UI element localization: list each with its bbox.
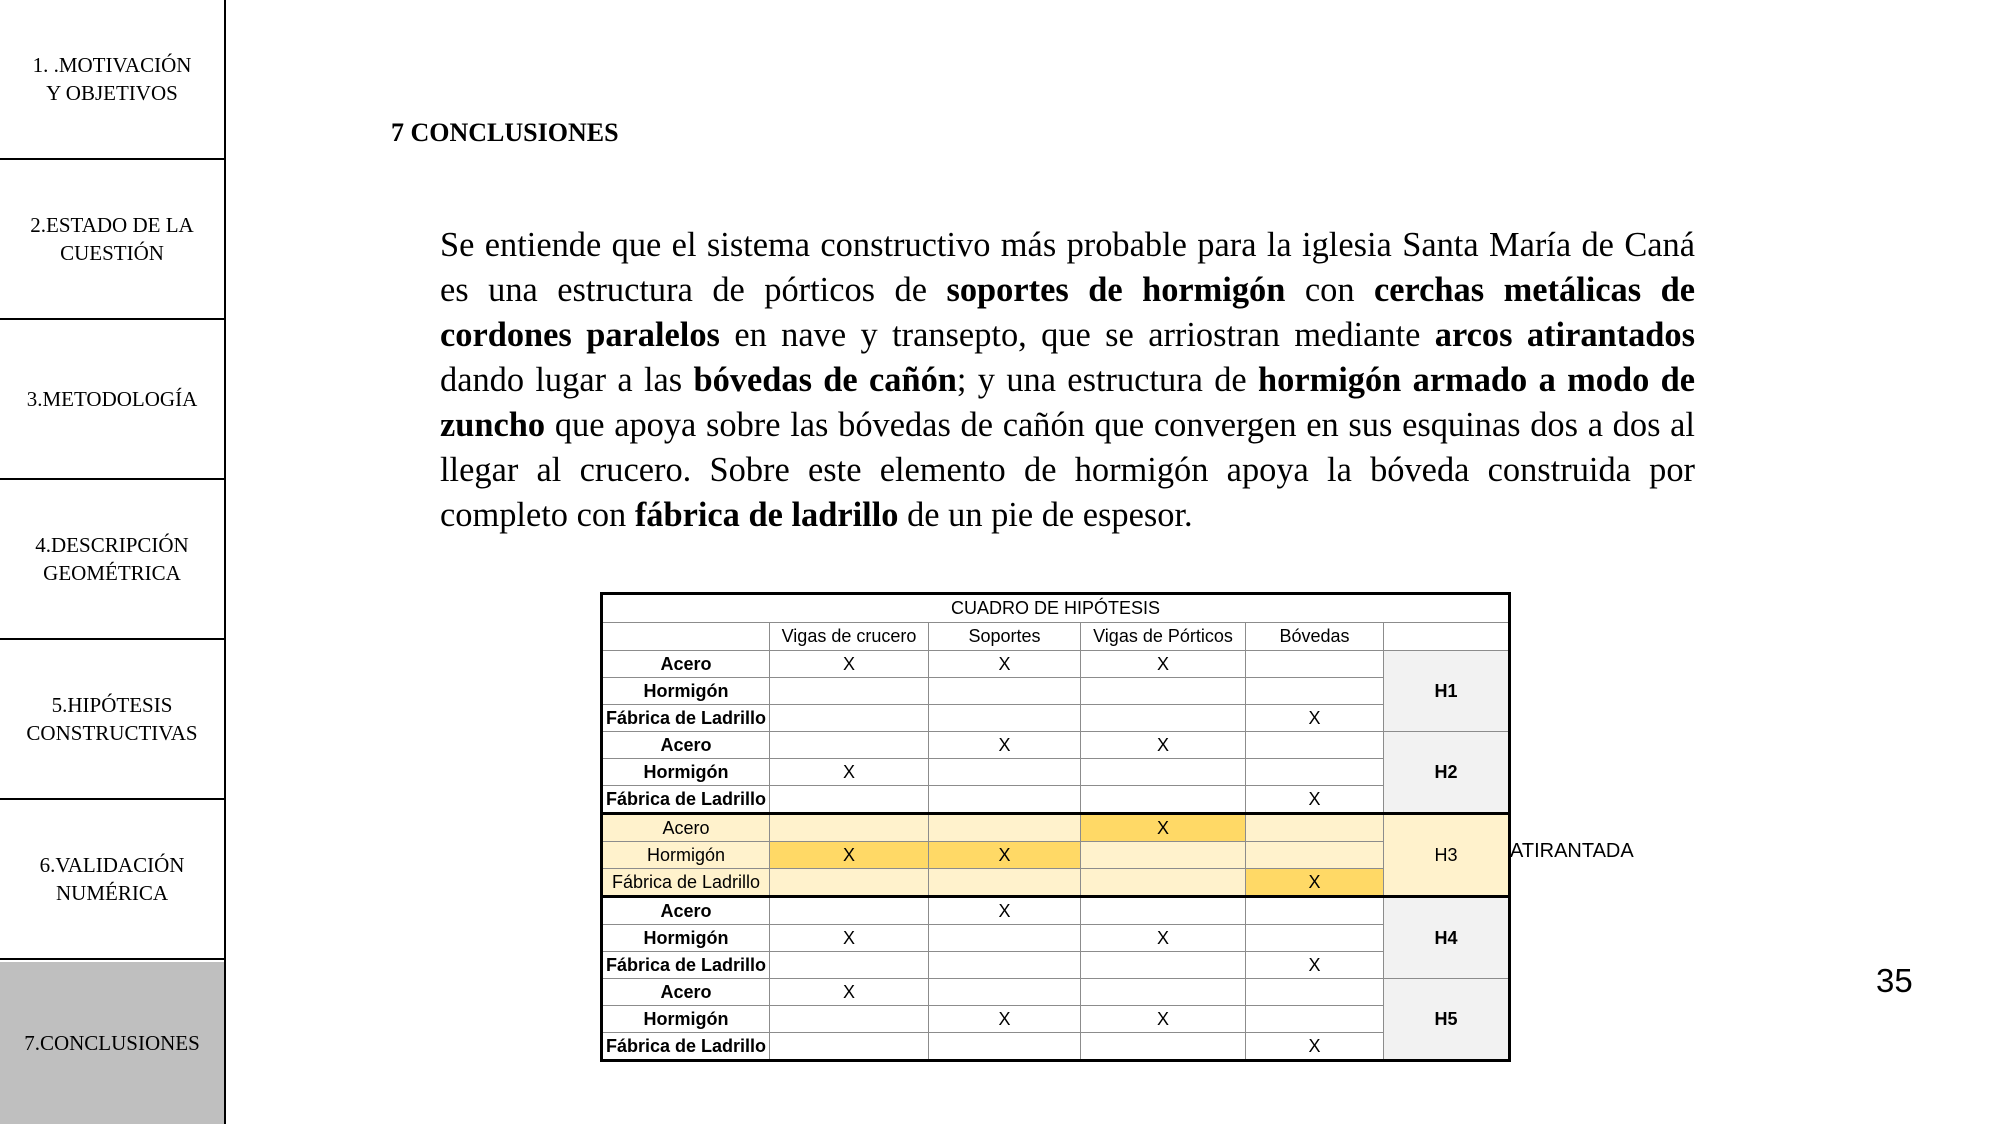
material-cell: Acero — [602, 814, 770, 842]
table-header-row — [602, 623, 1510, 651]
table-cell — [1246, 979, 1384, 1006]
bold-run: fábrica de ladrillo — [634, 496, 899, 534]
material-cell: Hormigón — [602, 678, 770, 705]
sidebar-item-label: 6.VALIDACIÓN NUMÉRICA — [39, 853, 185, 905]
table-cell — [1081, 678, 1246, 705]
sidebar-item-label: 3.METODOLOGÍA — [26, 387, 198, 411]
table-cell — [1081, 897, 1246, 925]
table-cell: X — [1246, 952, 1384, 979]
material-cell: Acero — [602, 732, 770, 759]
column-header: Vigas de crucero — [770, 623, 929, 651]
table-cell — [770, 952, 929, 979]
table-cell — [1081, 842, 1246, 869]
table-cell: X — [770, 925, 929, 952]
table-cell — [770, 897, 929, 925]
table-row — [602, 651, 1510, 678]
column-header-empty — [602, 623, 770, 651]
table-cell-highlighted: X — [929, 842, 1081, 869]
sidebar-item-label: 4.DESCRIPCIÓN GEOMÉTRICA — [35, 533, 189, 585]
table-row — [602, 1033, 1510, 1061]
table-row — [602, 705, 1510, 732]
table-cell — [770, 814, 929, 842]
bold-run: bóvedas de cañón — [693, 361, 957, 399]
material-cell: Hormigón — [602, 1006, 770, 1033]
table-row — [602, 897, 1510, 925]
table-row — [602, 925, 1510, 952]
table-cell — [929, 678, 1081, 705]
sidebar-item-metodologia[interactable] — [0, 320, 224, 480]
material-cell: Acero — [602, 897, 770, 925]
table-cell — [1246, 842, 1384, 869]
table-cell: X — [929, 897, 1081, 925]
table-row-highlighted — [602, 814, 1510, 842]
bold-run: cerchas metálicas de cordones paralelos — [440, 271, 1695, 354]
table-row — [602, 678, 1510, 705]
table-cell: X — [1081, 925, 1246, 952]
table-row — [602, 732, 1510, 759]
sidebar-item-conclusiones[interactable] — [0, 962, 224, 1124]
table-cell — [1081, 952, 1246, 979]
table-cell — [1246, 678, 1384, 705]
table-cell: X — [929, 651, 1081, 678]
table-cell — [1081, 869, 1246, 897]
table-cell — [929, 952, 1081, 979]
table-cell — [1081, 759, 1246, 786]
bold-run: arcos atirantados — [1434, 316, 1696, 354]
column-header: Vigas de Pórticos — [1081, 623, 1246, 651]
table-cell — [929, 925, 1081, 952]
sidebar-item-label: 5.HIPÓTESIS CONSTRUCTIVAS — [26, 693, 198, 745]
bold-run: hormigón armado a modo de zuncho — [440, 361, 1695, 444]
table-cell — [929, 786, 1081, 814]
sidebar-item-motivacion[interactable] — [0, 0, 224, 160]
conclusion-paragraph — [440, 223, 1695, 538]
text-run: en nave y transepto, que se arriostran mediante — [719, 316, 1435, 354]
sidebar-item-label: 2.ESTADO DE LA CUESTIÓN — [30, 213, 194, 265]
table-cell-highlighted: X — [1246, 869, 1384, 897]
table-cell — [1246, 732, 1384, 759]
material-cell: Hormigón — [602, 842, 770, 869]
material-cell: Hormigón — [602, 759, 770, 786]
table-cell — [1246, 814, 1384, 842]
hypothesis-label: H4 — [1384, 897, 1510, 979]
table-cell — [1246, 925, 1384, 952]
table-cell: X — [1081, 1006, 1246, 1033]
table-cell — [1081, 1033, 1246, 1061]
text-run: Se entiende que el sistema constructivo más probable para la iglesia Santa María de Caná es una estructura de pórticos de — [440, 226, 1695, 309]
table-cell — [1081, 979, 1246, 1006]
sidebar-item-validacion[interactable] — [0, 800, 224, 960]
text-run: de un pie de espesor. — [898, 496, 1193, 534]
table-cell: X — [929, 732, 1081, 759]
material-cell: Fábrica de Ladrillo — [602, 1033, 770, 1061]
hypothesis-label: H5 — [1384, 979, 1510, 1061]
table-cell — [1081, 786, 1246, 814]
table-cell: X — [929, 1006, 1081, 1033]
table-cell: X — [1081, 732, 1246, 759]
column-header-empty — [1384, 623, 1510, 651]
table-cell — [1246, 651, 1384, 678]
table-cell — [1246, 759, 1384, 786]
material-cell: Fábrica de Ladrillo — [602, 869, 770, 897]
table-row — [602, 759, 1510, 786]
material-cell: Hormigón — [602, 925, 770, 952]
table-cell — [770, 1006, 929, 1033]
hypothesis-label: H2 — [1384, 732, 1510, 814]
page-title: 7 CONCLUSIONES — [391, 118, 619, 147]
table-row — [602, 1006, 1510, 1033]
table-row — [602, 979, 1510, 1006]
sidebar-item-descripcion[interactable] — [0, 480, 224, 640]
table-title: CUADRO DE HIPÓTESIS — [602, 594, 1510, 623]
table-title-row — [602, 594, 1510, 623]
text-run: ; y una estructura de — [956, 361, 1258, 399]
table-row-highlighted — [602, 869, 1510, 897]
column-header: Bóvedas — [1246, 623, 1384, 651]
table-cell — [770, 869, 929, 897]
table-cell — [1081, 705, 1246, 732]
hypothesis-label: H1 — [1384, 651, 1510, 732]
table-cell — [770, 1033, 929, 1061]
text-run: dando lugar a las — [440, 361, 694, 399]
material-cell: Acero — [602, 651, 770, 678]
table-cell — [770, 732, 929, 759]
table-cell: X — [770, 651, 929, 678]
table-cell — [929, 1033, 1081, 1061]
text-run: que apoya sobre las bóvedas de cañón que convergen en sus esquinas dos a dos al llegar al crucero. Sobre este elemento de hormigón apoya la bóveda construida por completo con — [440, 406, 1695, 534]
table-cell — [929, 979, 1081, 1006]
table-row-highlighted — [602, 842, 1510, 869]
table-cell — [770, 678, 929, 705]
table-cell — [929, 814, 1081, 842]
sidebar — [0, 0, 226, 1124]
hypothesis-label: H3 — [1384, 814, 1510, 897]
page-number: 35 — [1876, 962, 1913, 999]
table-cell-highlighted: X — [1081, 814, 1246, 842]
material-cell: Fábrica de Ladrillo — [602, 705, 770, 732]
table-cell: X — [770, 979, 929, 1006]
bold-run: soportes de hormigón — [946, 271, 1286, 309]
hypothesis-annotation: ATIRANTADA — [1510, 840, 1634, 862]
material-cell: Fábrica de Ladrillo — [602, 786, 770, 814]
table-cell — [770, 705, 929, 732]
table-cell: X — [1246, 705, 1384, 732]
sidebar-item-label: 1. .MOTIVACIÓN Y OBJETIVOS — [32, 53, 192, 105]
sidebar-item-estado[interactable] — [0, 160, 224, 320]
table-cell — [770, 786, 929, 814]
table-cell: X — [1246, 1033, 1384, 1061]
table-cell — [929, 869, 1081, 897]
table-cell — [1246, 1006, 1384, 1033]
text-run: con — [1285, 271, 1374, 309]
table-cell: X — [770, 759, 929, 786]
table-cell-highlighted: X — [770, 842, 929, 869]
material-cell: Fábrica de Ladrillo — [602, 952, 770, 979]
sidebar-item-hipotesis[interactable] — [0, 640, 224, 800]
table-cell — [929, 705, 1081, 732]
material-cell: Acero — [602, 979, 770, 1006]
table-row — [602, 786, 1510, 814]
column-header: Soportes — [929, 623, 1081, 651]
hypothesis-table — [600, 592, 1511, 1062]
table-cell — [1246, 897, 1384, 925]
table-cell — [929, 759, 1081, 786]
sidebar-item-label: 7.CONCLUSIONES — [24, 1031, 200, 1055]
table-cell: X — [1246, 786, 1384, 814]
table-cell: X — [1081, 651, 1246, 678]
table-row — [602, 952, 1510, 979]
